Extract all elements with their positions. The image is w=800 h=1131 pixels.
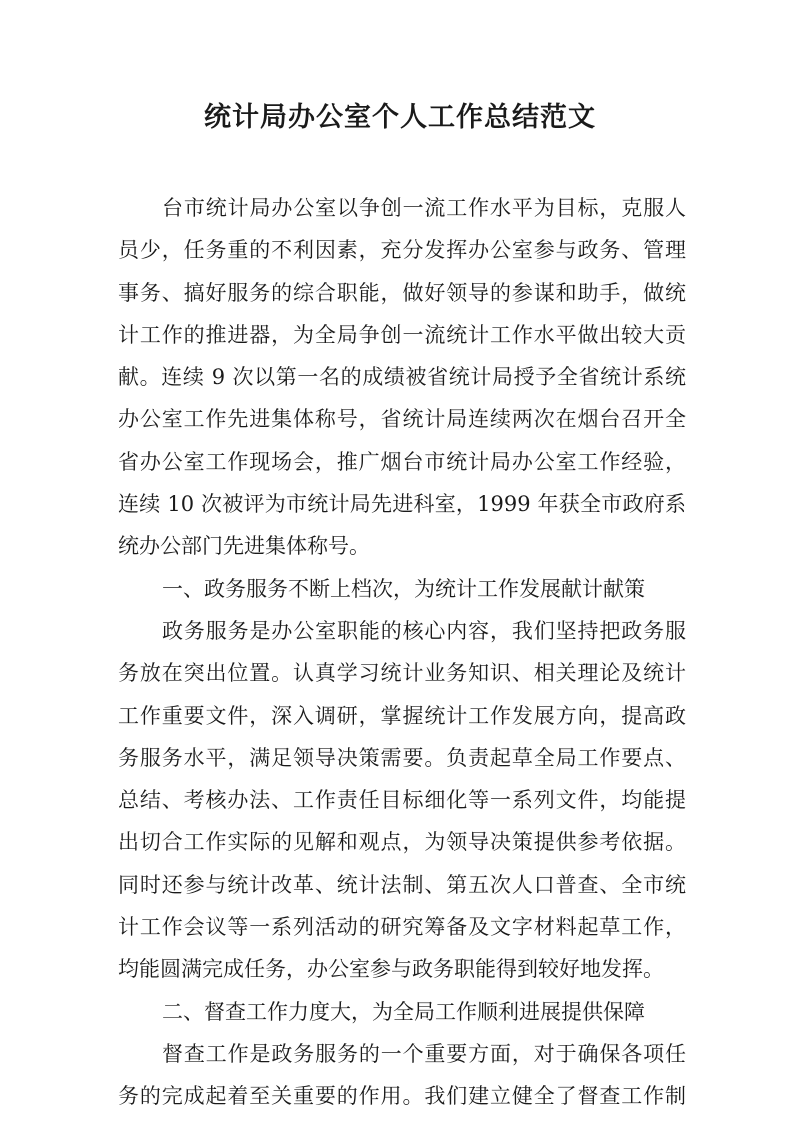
paragraph-line: 员少，任务重的不利因素，充分发挥办公室参与政务、管理: [118, 238, 686, 263]
paragraph-line: 办公室工作先进集体称号，省统计局连续两次在烟台召开全: [118, 407, 686, 432]
paragraph-line: 省办公室工作现场会，推广烟台市统计局办公室工作经验，: [118, 449, 686, 474]
paragraph-line: 连续 10 次被评为市统计局先进科室，1999 年获全市政府系: [118, 492, 686, 517]
document-body: [118, 187, 686, 1118]
paragraph-line: 政务服务是办公室职能的核心内容，我们坚持把政务服: [162, 618, 686, 643]
paragraph-line: 统办公部门先进集体称号。: [118, 534, 370, 559]
document-title: 统计局办公室个人工作总结范文: [204, 102, 596, 133]
paragraph-line: 务服务水平，满足领导决策需要。负责起草全局工作要点、: [118, 745, 686, 770]
paragraph-line: 总结、考核办法、工作责任目标细化等一系列文件，均能提: [118, 788, 686, 813]
paragraph-line: 均能圆满完成任务，办公室参与政务职能得到较好地发挥。: [118, 957, 664, 982]
paragraph-line: 计工作的推进器，为全局争创一流统计工作水平做出较大贡: [118, 322, 686, 347]
paragraph-line: 务的完成起着至关重要的作用。我们建立健全了督查工作制: [118, 1084, 686, 1109]
paragraph-line: 工作重要文件，深入调研，掌握统计工作发展方向，提高政: [118, 703, 686, 728]
paragraph-line: 献。连续 9 次以第一名的成绩被省统计局授予全省统计系统: [118, 365, 686, 390]
paragraph-line: 台市统计局办公室以争创一流工作水平为目标，克服人: [162, 196, 686, 220]
paragraph-line: 务放在突出位置。认真学习统计业务知识、相关理论及统计: [118, 661, 686, 686]
paragraph-line: 出切合工作实际的见解和观点，为领导决策提供参考依据。: [118, 830, 686, 855]
section-heading: 一、政务服务不断上档次，为统计工作发展献计献策: [162, 576, 645, 601]
paragraph-line: 事务、搞好服务的综合职能，做好领导的参谋和助手，做统: [118, 280, 686, 305]
section-heading: 二、督查工作力度大，为全局工作顺利进展提供保障: [162, 999, 645, 1024]
paragraph-line: 同时还参与统计改革、统计法制、第五次人口普查、全市统: [118, 872, 686, 897]
paragraph-line: 督查工作是政务服务的一个重要方面，对于确保各项任: [162, 1041, 686, 1066]
paragraph-line: 计工作会议等一系列活动的研究筹备及文字材料起草工作，: [118, 915, 686, 940]
